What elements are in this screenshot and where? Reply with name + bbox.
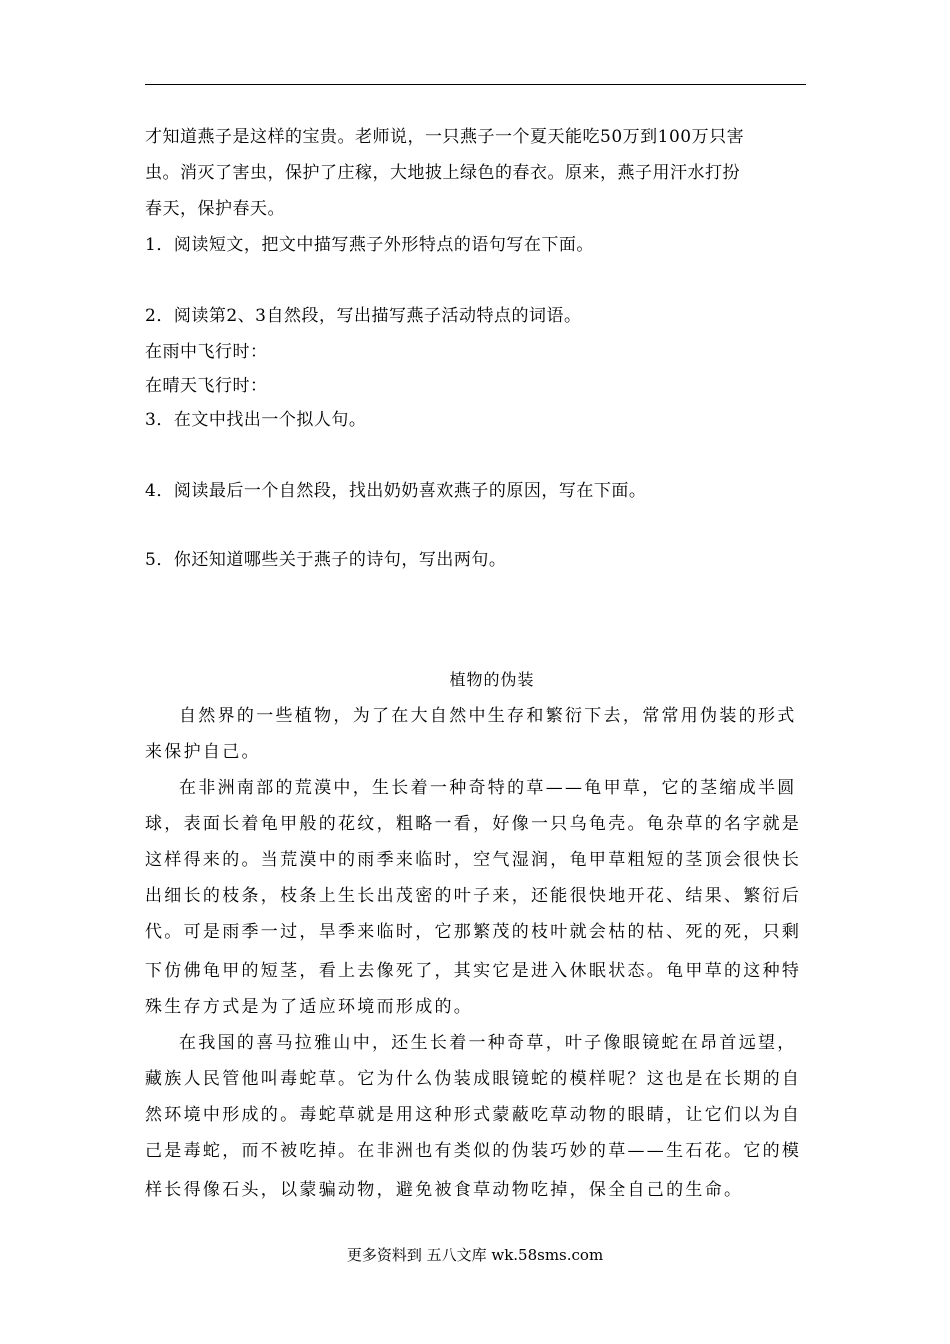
header-rule: [145, 84, 806, 85]
question-3: 3．在文中找出一个拟人句。: [145, 410, 367, 430]
article-line: 在我国的喜马拉雅山中，还生长着一种奇草，叶子像眼镜蛇在昂首远望，: [179, 1033, 797, 1053]
question-2-sunny: 在晴天飞行时：: [145, 376, 268, 396]
article-line: 球，表面长着龟甲般的花纹，粗略一看，好像一只乌龟壳。龟杂草的名字就是: [145, 814, 802, 834]
question-4: 4．阅读最后一个自然段，找出奶奶喜欢燕子的原因，写在下面。: [145, 481, 647, 501]
question-5: 5．你还知道哪些关于燕子的诗句，写出两句。: [145, 550, 507, 570]
article-title: 植物的伪装: [449, 670, 535, 689]
question-2-rain: 在雨中飞行时：: [145, 342, 268, 362]
article-line: 然环境中形成的。毒蛇草就是用这种形式蒙蔽吃草动物的眼睛，让它们以为自: [145, 1105, 802, 1125]
question-2: 2．阅读第2、3自然段，写出描写燕子活动特点的词语。: [145, 306, 582, 326]
article-line: 样长得像石头，以蒙骗动物，避免被食草动物吃掉，保全自己的生命。: [145, 1180, 744, 1200]
footer-link[interactable]: 更多资料到 五八文库 wk.58sms.com: [346, 1246, 604, 1264]
article-line: 藏族人民管他叫毒蛇草。它为什么伪装成眼镜蛇的模样呢？这也是在长期的自: [145, 1069, 802, 1089]
article-line: 下仿佛龟甲的短茎，看上去像死了，其实它是进入休眠状态。龟甲草的这种特: [145, 961, 802, 981]
article-line: 殊生存方式是为了适应环境而形成的。: [145, 997, 474, 1017]
article-line: 来保护自己。: [145, 742, 261, 762]
article-line: 己是毒蛇，而不被吃掉。在非洲也有类似的伪装巧妙的草——生石花。它的模: [145, 1141, 802, 1161]
article-line: 这样得来的。当荒漠中的雨季来临时，空气湿润，龟甲草粗短的茎顶会很快长: [145, 850, 802, 870]
passage-line: 才知道燕子是这样的宝贵。老师说，一只燕子一个夏天能吃50万到100万只害: [145, 127, 745, 147]
article-line: 在非洲南部的荒漠中，生长着一种奇特的草——龟甲草，它的茎缩成半圆: [179, 778, 797, 798]
article-line: 代。可是雨季一过，旱季来临时，它那繁茂的枝叶就会枯的枯、死的死，只剩: [145, 922, 802, 942]
passage-line: 春天，保护春天。: [145, 199, 285, 219]
article-line: 自然界的一些植物，为了在大自然中生存和繁衍下去，常常用伪装的形式: [179, 706, 797, 726]
article-line: 出细长的枝条，枝条上生长出茂密的叶子来，还能很快地开花、结果、繁衍后: [145, 886, 802, 906]
passage-line: 虫。消灭了害虫，保护了庄稼，大地披上绿色的春衣。原来，燕子用汗水打扮: [145, 163, 740, 183]
question-1: 1．阅读短文，把文中描写燕子外形特点的语句写在下面。: [145, 235, 594, 255]
